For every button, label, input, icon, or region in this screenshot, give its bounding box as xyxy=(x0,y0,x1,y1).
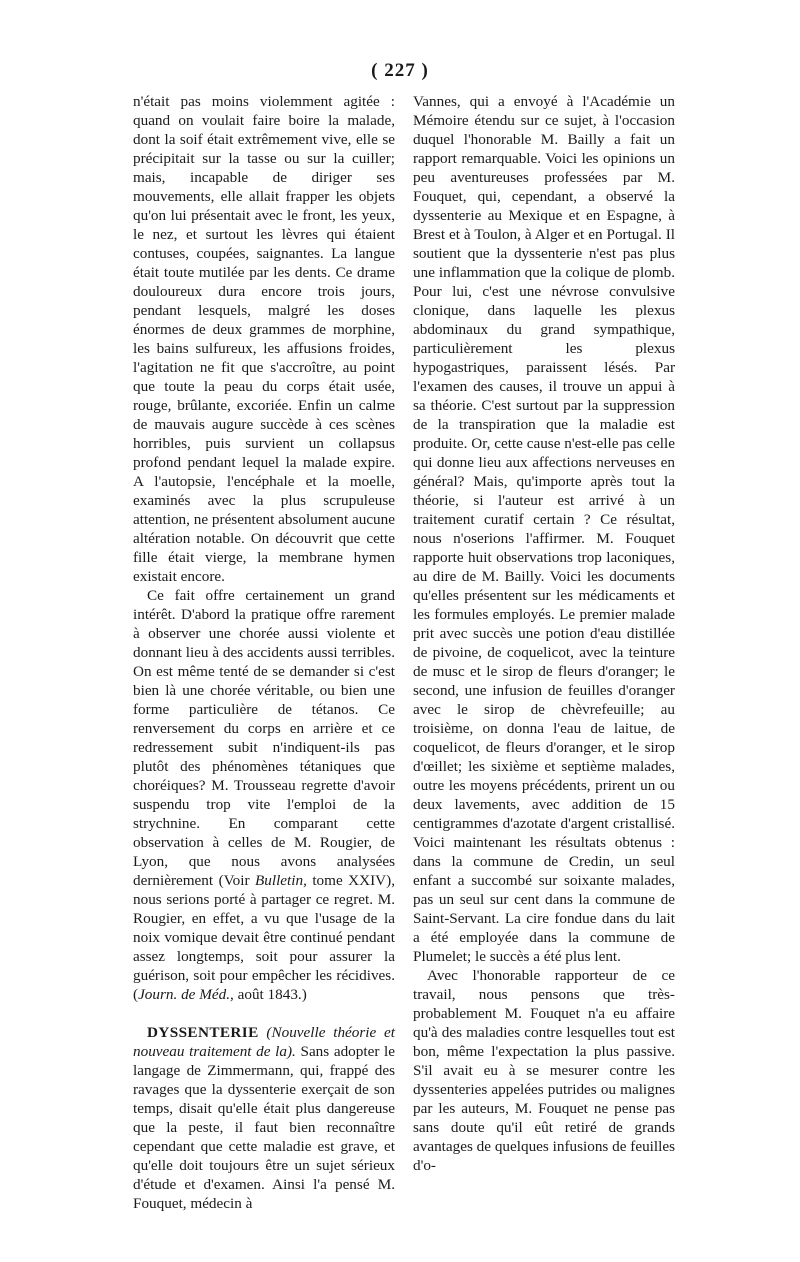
journal-reference: Journ. de Méd. xyxy=(138,986,231,1003)
conclusion-paragraph: Avec l'honorable rapporteur de ce travail, nous pensons que très-probablement M. Fouquet n'a eu affaire qu'à des maladies contre lesquelles tout est bon, même l'expectation la plus passive. S'il avait eu à se mesurer contre les dyssenteries appelées putrides ou malignes par les auteurs, M. Fouquet ne pense pas sans doute qu'il eût retiré de grands avantages de quelques infusions de feuilles d'o- xyxy=(413,967,675,1174)
commentary-text-1: Ce fait offre certainement un grand intérêt. D'abord la pratique offre rarement à observer une chorée aussi violente et donnant lieu à des accidents aussi terribles. On est même tenté de se demander si c'est bien là une chorée véritable, ou bien une forme particulière de tétanos. Ce renversement du corps en arrière et ce redressement subit n'indiquent-ils pas plutôt des phénomènes tétaniques que choréiques? M. Trousseau regrette d'avoir suspendu trop vite l'emploi de la strychnine. En comparant cette observation à celles de M. Rougier, de Lyon, que nous avons analysées dernièrement (Voir xyxy=(133,587,395,889)
commentary-text-2: , tome XXIV), nous serions porté à partager ce regret. M. Rougier, en effet, a vu que l'usage de la noix vomique devait être continué pendant assez longtemps, soit pour assurer la guérison, soit pour empêcher les récidives. ( xyxy=(133,872,395,1003)
page-number: ( 227 ) xyxy=(371,60,429,81)
article-subtitle: (Nouvelle théorie et nouveau traitement de la). xyxy=(133,1024,395,1060)
article-text: Sans adopter le langage de Zimmermann, qui, frappé des ravages que la dyssenterie exerçait de son temps, disait qu'elle était plus dangereuse que la peste, il faut bien reconnaître cependant que cette maladie est grave, et qu'elle doit toujours être un sujet sérieux d'étude et d'examen. Ainsi l'a pensé M. Fouquet, médecin à xyxy=(133,1043,395,1212)
commentary-text-3: , août 1843.) xyxy=(230,986,307,1003)
right-column xyxy=(413,92,675,1175)
left-column xyxy=(133,92,395,1213)
commentary-paragraph xyxy=(133,586,395,1004)
case-report-paragraph: n'était pas moins violemment agitée : quand on voulait faire boire la malade, dont la soif était extrêmement vive, elle se précipitait sur la tasse ou sur la cuiller; mais, incapable de diriger ses mouvements, elle allait frapper les objets qu'on lui présentait avec le front, les yeux, le nez, et surtout les lèvres qui étaient contuses, coupées, saignantes. La langue était toute mutilée par les dents. Ce drame douloureux dura encore trois jours, pendant lesquels, malgré les doses énormes de deux grammes de morphine, les bains sulfureux, les affusions froides, l'agitation ne fit que s'accroître, au point que toute la peau du corps était usée, rouge, brûlante, excoriée. Enfin un calme de mauvais augure succède à ces scènes horribles, puis survient un collapsus profond pendant lequel la malade expire. A l'autopsie, l'encéphale et la moelle, examinés avec la plus scrupuleuse attention, ne présentent absolument aucune altération notable. On découvrit que cette fille était vierge, la membrane hymen existait encore. xyxy=(133,93,395,585)
dyssenterie-article xyxy=(133,1023,395,1213)
article-headword: DYSSENTERIE xyxy=(147,1024,259,1041)
fouquet-paragraph: Vannes, qui a envoyé à l'Académie un Mémoire étendu sur ce sujet, à l'occasion duquel l'honorable M. Bailly a fait un rapport remarquable. Voici les opinions un peu aventureuses professées par M. Fouquet, qui, cependant, a observé la dyssenterie au Mexique et en Espagne, à Brest et à Toulon, à Alger et en Portugal. Il soutient que la dyssenterie n'est pas plus une inflammation que la colique de plomb. Pour lui, c'est une névrose convulsive clonique, dans laquelle les plexus abdominaux du grand sympathique, particulièrement les plexus hypogastriques, paraissent lésés. Par l'examen des causes, il trouve un appui à sa théorie. C'est surtout par la suppression de la transpiration que la maladie est produite. Or, cette cause n'est-elle pas celle qui donne lieu aux affections nerveuses en général? Mais, qu'importe après tout la théorie, si l'auteur est arrivé à un traitement curatif certain ? Ce résultat, nous n'oserions l'affirmer. M. Fouquet rapporte huit observations trop laconiques, au dire de M. Bailly. Voici les documents qu'elles présentent sur les médicaments et les formules employés. Le premier malade prit avec succès une potion d'eau distillée de pivoine, de coquelicot, avec la teinture de musc et le sirop de fleurs d'oranger; le second, une infusion de feuilles d'oranger avec le sirop de chèvrefeuille; au troisième, on donna l'eau de laitue, de coquelicot, de fleurs d'oranger, et le sirop d'œillet; les sixième et septième malades, outre les moyens précédents, prirent un ou deux lavements, avec addition de 15 centigrammes d'azotate d'argent cristallisé. Voici maintenant les résultats obtenus : dans la commune de Credin, un seul enfant a succombé sur soixante malades, pas un seul sur cent dans la commune de Saint-Servant. La cire fondue dans du lait a été employée dans la commune de Plumelet; le succès a été plus lent. xyxy=(413,93,675,965)
bulletin-reference: Bulletin xyxy=(254,872,304,889)
